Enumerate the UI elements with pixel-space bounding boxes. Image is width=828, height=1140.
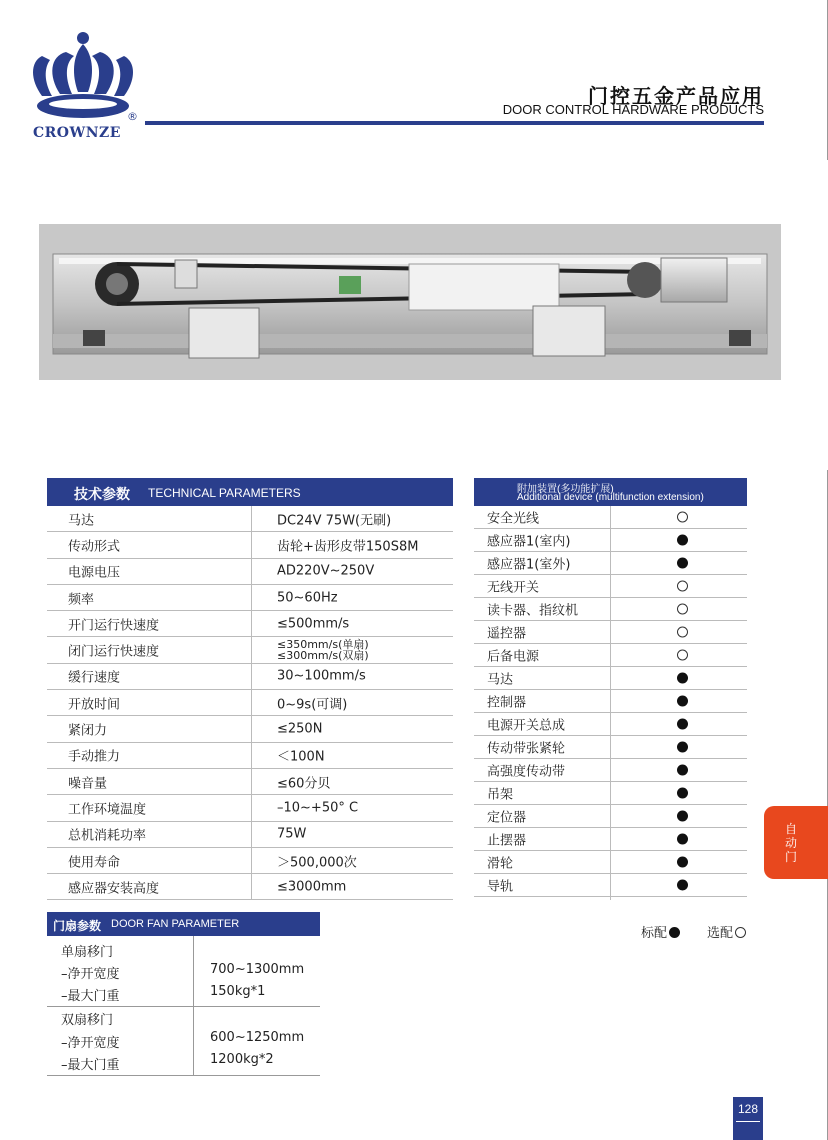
addon-row-label: 止摆器 (487, 833, 527, 849)
addon-row-label: 感应器1(室内) (487, 534, 571, 550)
tech-row (47, 848, 453, 874)
tech-row-label: 使用寿命 (68, 855, 121, 871)
tech-row-value: 0~9s(可调) (277, 697, 348, 713)
addon-row (474, 506, 747, 529)
tech-row-value: ≤60分贝 (277, 776, 331, 792)
addon-row (474, 667, 747, 690)
tech-row-label: 工作环境温度 (68, 802, 147, 818)
tech-row-value: ≤500mm/s (277, 616, 350, 632)
legend-optional-label: 选配 (707, 926, 734, 941)
tech-row-label: 噪音量 (68, 776, 108, 792)
tech-row (47, 795, 453, 821)
optional-mark-icon (677, 627, 688, 638)
addon-row-label: 导轨 (487, 879, 514, 895)
optional-mark-icon (677, 650, 688, 661)
addon-title-en: Additional device (multifunction extension) (517, 492, 704, 503)
addon-row-label: 高强度传动带 (487, 764, 566, 780)
single-weight-label: –最大门重 (61, 989, 120, 1004)
tech-row-label: 缓行速度 (68, 670, 121, 686)
legend-standard (641, 922, 680, 941)
door-fan-bottom-rule (47, 1075, 320, 1076)
addon-row (474, 828, 747, 851)
tech-row-label: 手动推力 (68, 749, 121, 765)
double-width-label: –净开宽度 (61, 1036, 120, 1051)
tech-row-label: 总机消耗功率 (68, 828, 147, 844)
addon-row-label: 感应器1(室外) (487, 557, 571, 573)
tech-row-label: 传动形式 (68, 539, 121, 555)
tech-row-value-double: ≤300mm/s(双扇) (277, 649, 369, 663)
tech-params-header (47, 478, 453, 506)
single-weight-value: 150kg*1 (210, 984, 266, 999)
tech-row (47, 664, 453, 690)
crown-icon (28, 30, 138, 130)
tech-row-label: 紧闭力 (68, 723, 108, 739)
door-fan-row-divider (47, 1006, 320, 1007)
addon-row-label: 马达 (487, 672, 514, 688)
addon-title-cn: 附加装置(多功能扩展) (517, 484, 614, 495)
tech-row (47, 716, 453, 742)
double-door-title: 双扇移门 (61, 1013, 114, 1028)
tech-row-value: –10~+50° C (277, 800, 359, 816)
standard-mark-icon (677, 742, 688, 753)
standard-mark-icon (677, 696, 688, 707)
single-door-title: 单扇移门 (61, 945, 114, 960)
tech-row (47, 611, 453, 637)
optional-mark-icon (677, 604, 688, 615)
standard-mark-icon (677, 788, 688, 799)
tech-row (47, 638, 453, 664)
tech-row-value: 75W (277, 826, 307, 842)
addon-row (474, 575, 747, 598)
single-width-label: –净开宽度 (61, 967, 120, 982)
standard-mark-icon (677, 880, 688, 891)
addon-row-label: 控制器 (487, 695, 527, 711)
tech-row (47, 585, 453, 611)
tech-row-label: 电源电压 (68, 565, 121, 581)
tech-row-label: 闭门运行快速度 (68, 644, 160, 660)
legend-standard-label: 标配 (641, 926, 668, 941)
tech-row-value: 30~100mm/s (277, 668, 366, 684)
addon-row (474, 805, 747, 828)
brand-name: CROWNZE (33, 125, 121, 141)
tech-row-label: 频率 (68, 592, 95, 608)
tech-row-value: ≤250N (277, 721, 323, 737)
door-fan-title-cn: 门扇参数 (53, 919, 102, 933)
tech-row-label: 马达 (68, 513, 95, 529)
addon-header (474, 478, 747, 506)
standard-mark-icon (677, 558, 688, 569)
tech-row-value-single: ≤350mm/s(单扇) (277, 638, 369, 652)
tech-row-value: ＜100N (277, 749, 325, 765)
standard-mark-icon (677, 765, 688, 776)
door-operator-photo (39, 224, 781, 380)
standard-mark-icon (677, 834, 688, 845)
tech-params-title-cn: 技术参数 (74, 487, 130, 503)
addon-row (474, 644, 747, 667)
addon-row-label: 安全光线 (487, 511, 540, 527)
addon-row-label: 滑轮 (487, 856, 514, 872)
header-divider (145, 121, 764, 125)
addon-row-label: 读卡器、指纹机 (487, 603, 579, 619)
legend-optional (707, 922, 746, 941)
tech-row-value: AD220V~250V (277, 563, 375, 579)
tech-row (47, 690, 453, 716)
standard-dot-icon (669, 927, 680, 938)
tech-params-title-en: TECHNICAL PARAMETERS (148, 486, 301, 500)
addon-row-label: 吊架 (487, 787, 514, 803)
addon-row (474, 598, 747, 621)
addon-row (474, 874, 747, 897)
tech-row-value: ＞500,000次 (277, 855, 357, 871)
double-weight-label: –最大门重 (61, 1058, 120, 1073)
standard-mark-icon (677, 535, 688, 546)
standard-mark-icon (677, 673, 688, 684)
page-number-underline (736, 1121, 760, 1122)
single-width-value: 700~1300mm (210, 962, 305, 977)
addon-row (474, 782, 747, 805)
addon-row (474, 690, 747, 713)
section-tab-label: 自动门 (784, 822, 797, 864)
registered-mark: ® (127, 110, 138, 123)
optional-dot-icon (735, 927, 746, 938)
tech-row (47, 874, 453, 900)
tech-row-value: ≤3000mm (277, 879, 347, 895)
addon-row (474, 621, 747, 644)
tech-row (47, 532, 453, 558)
door-fan-title-en: DOOR FAN PARAMETER (111, 918, 240, 930)
tech-row (47, 743, 453, 769)
tech-row-label: 开放时间 (68, 697, 121, 713)
tech-row (47, 769, 453, 795)
section-tab-automatic-door[interactable] (764, 806, 828, 879)
double-width-value: 600~1250mm (210, 1030, 305, 1045)
standard-mark-icon (677, 857, 688, 868)
page-title-cn: 门控五金产品应用 (588, 84, 764, 108)
standard-mark-icon (677, 719, 688, 730)
page-number: 128 (737, 1102, 759, 1116)
tech-row (47, 559, 453, 585)
door-fan-header (47, 912, 320, 936)
page-title-en: DOOR CONTROL HARDWARE PRODUCTS (502, 102, 764, 117)
addon-row (474, 759, 747, 782)
optional-mark-icon (677, 512, 688, 523)
addon-row-label: 遥控器 (487, 626, 527, 642)
addon-row (474, 851, 747, 874)
addon-row (474, 552, 747, 575)
tech-row-value: 齿轮+齿形皮带150S8M (277, 539, 419, 555)
addon-row-label: 无线开关 (487, 580, 540, 596)
standard-mark-icon (677, 811, 688, 822)
tech-row (47, 822, 453, 848)
addon-row-label: 后备电源 (487, 649, 540, 665)
addon-row (474, 529, 747, 552)
optional-mark-icon (677, 581, 688, 592)
addon-row (474, 713, 747, 736)
addon-row (474, 736, 747, 759)
tech-row-value: 50~60Hz (277, 590, 338, 606)
page-number-badge (733, 1097, 763, 1140)
tech-row-label: 开门运行快速度 (68, 618, 160, 634)
tech-row-label: 感应器安装高度 (68, 881, 160, 897)
double-weight-value: 1200kg*2 (210, 1052, 274, 1067)
addon-row-label: 电源开关总成 (487, 718, 566, 734)
addon-row-label: 定位器 (487, 810, 527, 826)
door-operator-image (39, 224, 781, 380)
tech-row-value (277, 639, 369, 661)
tech-row (47, 506, 453, 532)
addon-row-label: 传动带张紧轮 (487, 741, 566, 757)
tech-row-value: DC24V 75W(无刷) (277, 513, 392, 529)
